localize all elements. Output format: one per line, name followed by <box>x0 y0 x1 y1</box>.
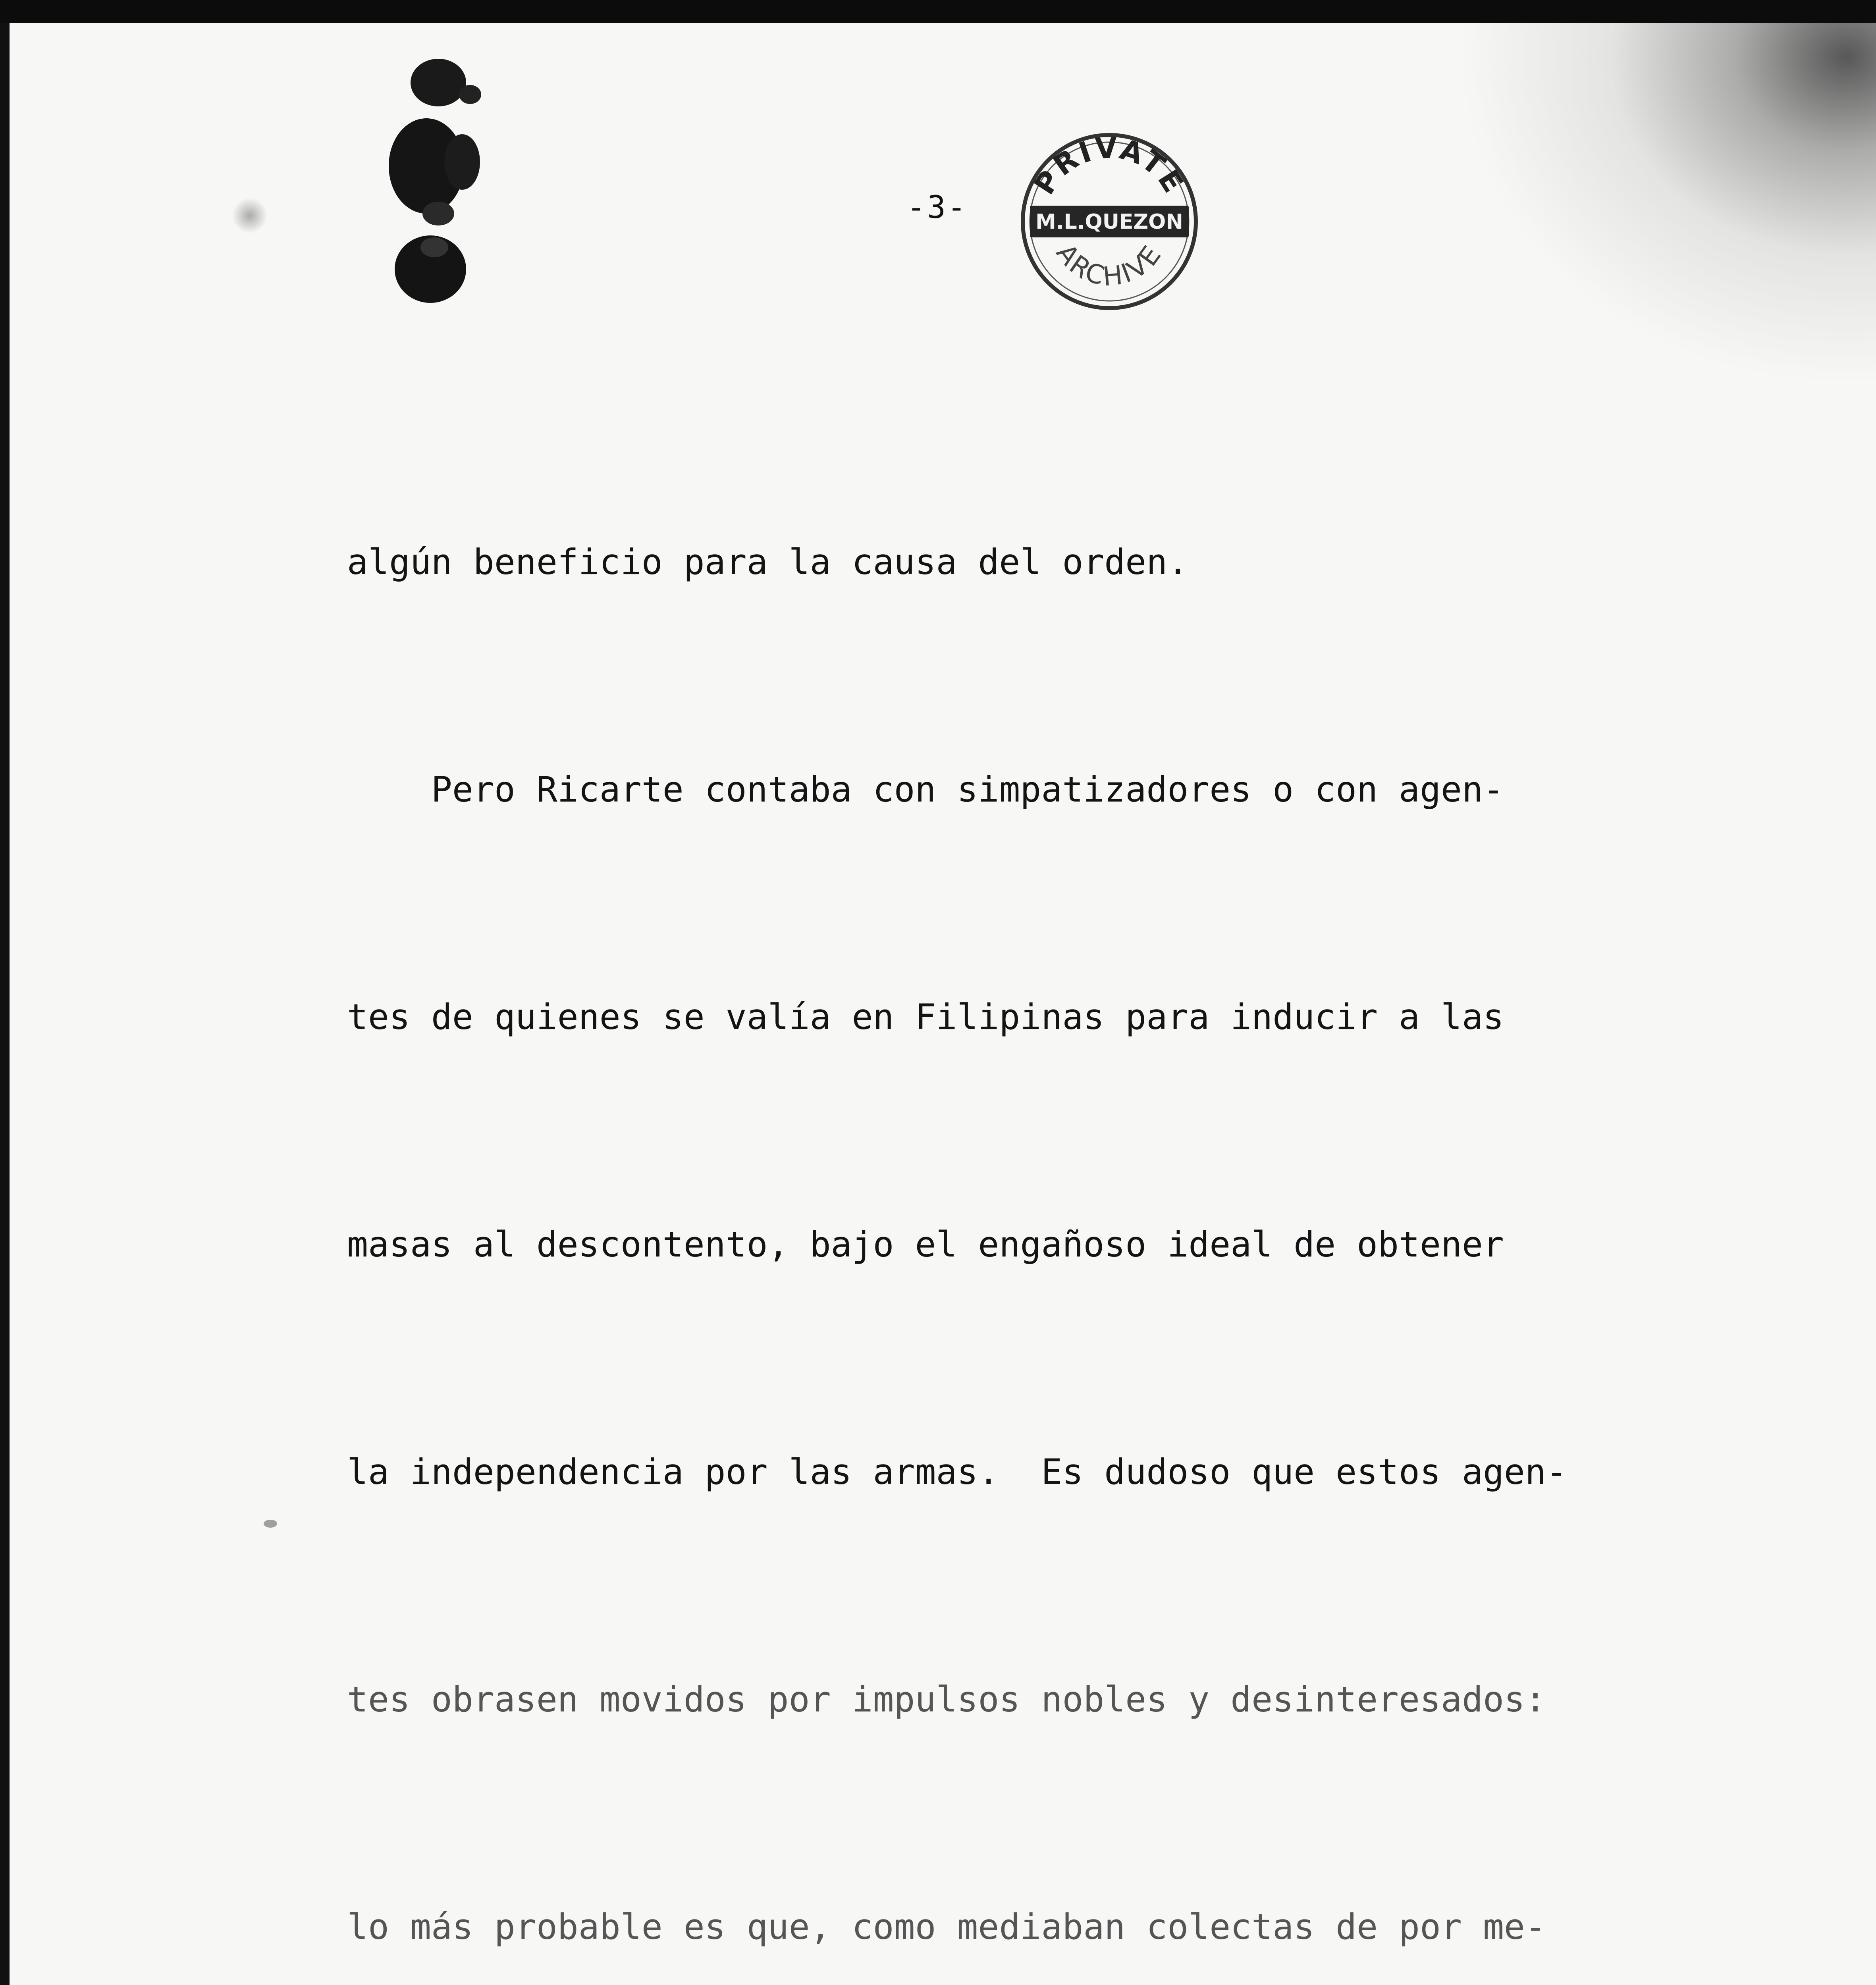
stamp-bottom-text: ARCHIVE <box>1050 238 1168 292</box>
stamp-middle-text: M.L.QUEZON <box>1035 210 1183 234</box>
scan-spot-small <box>264 1520 277 1528</box>
ink-blot <box>379 47 498 325</box>
document-page <box>10 23 1876 1985</box>
svg-text:ARCHIVE <box>1050 238 1168 292</box>
text-line: tes obrasen movidos por impulsos nobles y desinteresados: <box>347 1679 1546 1720</box>
text-line: tes de quienes se valía en Filipinas para inducir a las <box>347 996 1504 1037</box>
text-line: Pero Ricarte contaba con simpatizadores o con agen- <box>347 769 1504 810</box>
text-line: lo más probable es que, como mediaban colectas de por me- <box>347 1906 1546 1947</box>
text-line: algún beneficio para la causa del orden. <box>347 542 1189 582</box>
text-line: la independencia por las armas. Es dudoso que estos agen- <box>347 1451 1567 1492</box>
text-line: masas al descontento, bajo el engañoso ideal de obtener <box>347 1224 1504 1265</box>
scan-spot <box>232 198 268 233</box>
svg-text:PRIVATE <box>1028 131 1192 200</box>
letter-body <box>347 372 1737 1985</box>
page-number: -3- <box>907 190 968 225</box>
scan-edge-smudge <box>1407 23 1876 428</box>
scan-top-border <box>0 0 1876 23</box>
archive-stamp <box>1014 126 1205 317</box>
stamp-top-text: PRIVATE <box>1027 131 1192 200</box>
